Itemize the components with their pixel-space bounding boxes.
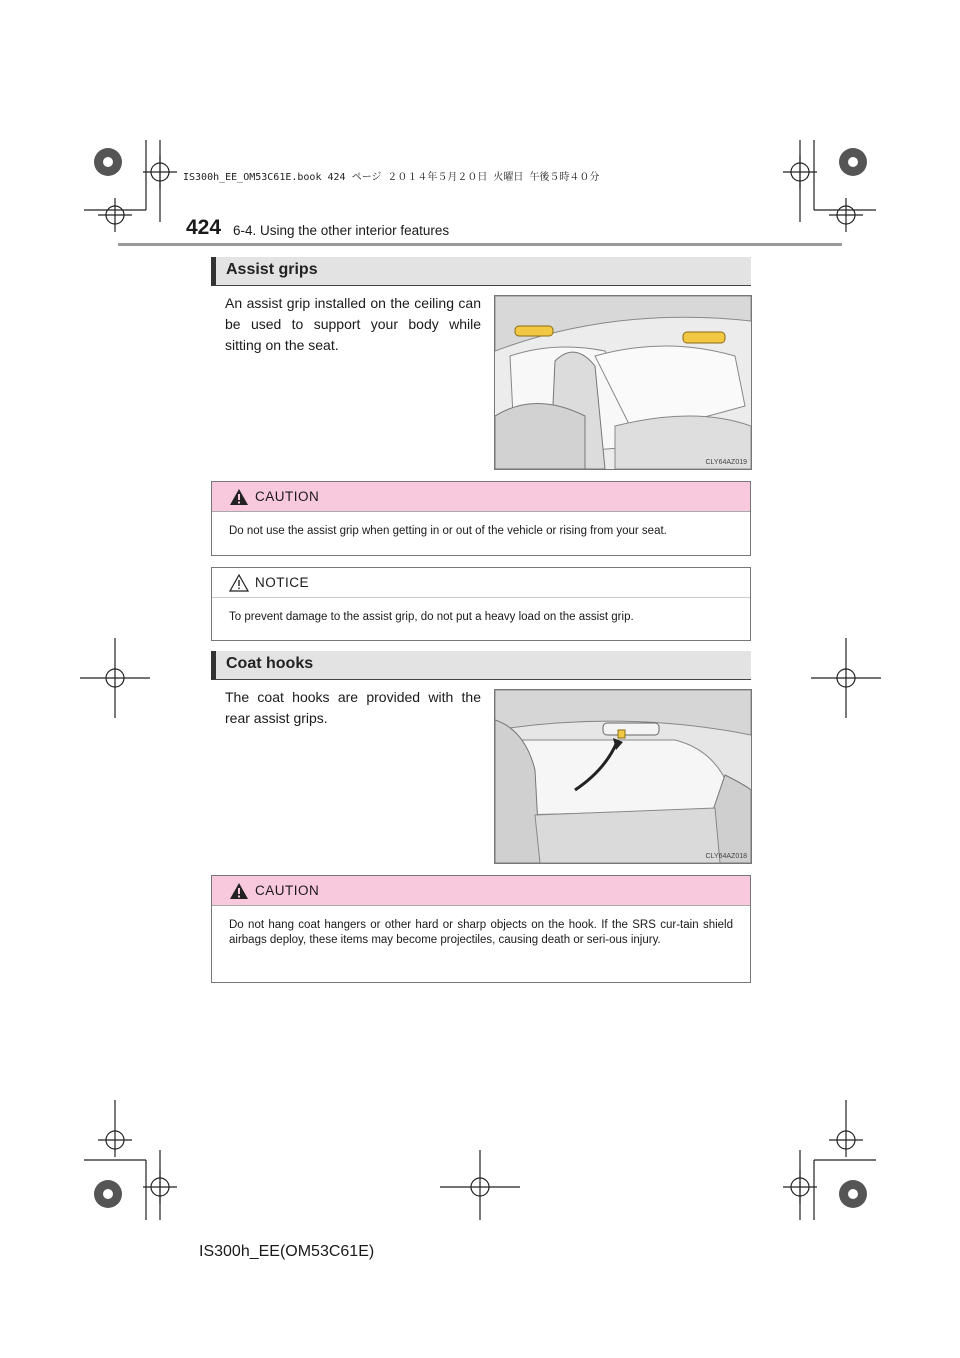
caution-box-assist-grips	[211, 481, 751, 556]
image-code: CLY64AZ018	[705, 853, 747, 860]
print-info: IS300h_EE_OM53C61E.book 424 ページ ２０１４年５月２０日 火曜日 午後５時４０分	[183, 172, 600, 183]
caution-header	[212, 482, 750, 512]
section-header-coat-hooks	[211, 651, 751, 680]
caution-header	[212, 876, 750, 906]
caution-text: Do not hang coat hangers or other hard or sharp objects on the hook. If the SRS cur-tain shield airbags deploy, these items may become projectiles, causing death or seri-ous injury.	[229, 919, 733, 946]
caution-text: Do not use the assist grip when getting in or out of the vehicle or rising from your seat.	[229, 525, 667, 537]
caution-box-coat-hooks	[211, 875, 751, 983]
section-header-assist-grips	[211, 257, 751, 286]
assist-grips-body: An assist grip installed on the ceiling can be used to support your body while sitting on the seat.	[225, 295, 481, 353]
header-rule	[118, 243, 842, 246]
notice-text: To prevent damage to the assist grip, do not put a heavy load on the assist grip.	[229, 611, 634, 623]
caution-title: CAUTION	[255, 489, 320, 504]
warning-triangle-icon	[229, 488, 249, 506]
model-code: IS300h_EE(OM53C61E)	[199, 1243, 375, 1260]
image-code: CLY64AZ019	[705, 459, 747, 466]
notice-box-assist-grips	[211, 567, 751, 641]
caution-title: CAUTION	[255, 883, 320, 898]
notice-title: NOTICE	[255, 575, 310, 590]
coat-hooks-body: The coat hooks are provided with the rear assist grips.	[225, 689, 481, 726]
notice-header	[212, 568, 750, 598]
page-number: 424	[186, 216, 222, 239]
section-title: Coat hooks	[226, 655, 314, 672]
coat-hook-illustration	[494, 689, 752, 864]
section-title: Assist grips	[226, 261, 318, 278]
notice-triangle-icon	[229, 574, 249, 592]
warning-triangle-icon	[229, 882, 249, 900]
assist-grip-illustration	[494, 295, 752, 470]
chapter-title: 6-4. Using the other interior features	[233, 223, 450, 238]
